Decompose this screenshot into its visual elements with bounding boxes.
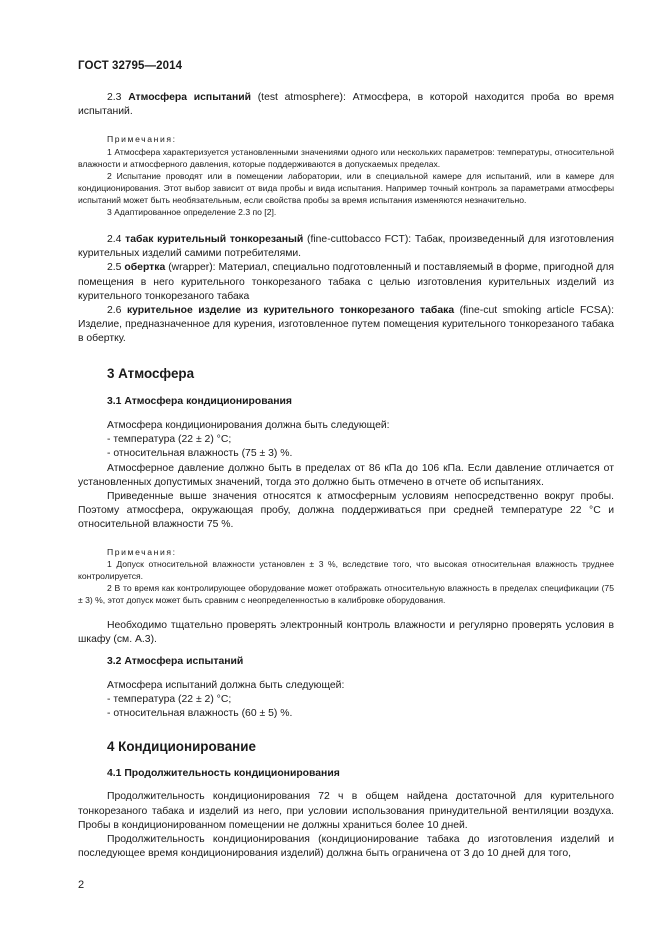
paragraph: Продолжительность кондиционирования 72 ч в общем найдена достаточной для курительного тонкорезаного табака и изделий из него, при условии использования принудительной вентиляции воздуха. Пробы в кондиционированном помещении не должны храниться более 10 дней. (78, 791, 614, 831)
definition-2-6 (78, 304, 614, 347)
definition-2-3 (78, 91, 614, 119)
page-number: 2 (78, 879, 85, 891)
subsection-3-2-title: 3.2 Атмосфера испытаний (107, 656, 244, 668)
term: Атмосфера испытаний (128, 92, 251, 103)
definition-text: (fine-cuttobacco FCT): Табак, произведенный для изготовления курительных изделий самими потребителями. (78, 234, 615, 260)
clause-number: 2.6 (107, 305, 122, 317)
paragraph: Необходимо тщательно проверять электронный контроль влажности и регулярно проверять условия в шкафу (см. А.3). (78, 619, 614, 646)
document-body (78, 91, 614, 861)
list-item: - температура (22 ± 2) °С; (107, 693, 232, 705)
list-item: - относительная влажность (60 ± 5) %. (107, 708, 293, 719)
clause-number: 2.3 (107, 92, 122, 103)
paragraph: Продолжительность кондиционирования (кондиционирование табака до изготовления изделий и последующее время кондиционирования изделий) должна быть ограничена от 3 до 10 дней для того, (78, 834, 614, 860)
clause-number: 2.5 (107, 262, 122, 274)
term: табак курительный тонкорезаный (125, 234, 304, 246)
paragraph: Приведенные выше значения относятся к атмосферным условиям непосредственно вокруг пробы. Поэтому атмосфера, окружающая пробу, должна поддерживаться при средней температуре 22 °С и относительной влажности 75 %. (78, 490, 614, 531)
note-1: 1 Атмосфера характеризуется установленными значениями одного или нескольких параметров: температуры, относительной влажности и атмосферного давления, которые поддерживаются в допускаемых пределах. (78, 146, 614, 169)
document-header: ГОСТ 32795—2014 (78, 60, 183, 72)
subsection-3-1-title: 3.1 Атмосфера кондиционирования (107, 395, 292, 407)
definition-2-4 (78, 233, 614, 261)
list-item: - температура (22 ± 2) °С; (107, 434, 232, 446)
term: обертка (124, 262, 166, 274)
notes-heading: Примечания: (107, 134, 177, 145)
term: курительное изделие из курительного тонкорезаного табака (126, 305, 455, 317)
note-1: 1 Допуск относительной влажности установлен ± 3 %, вследствие того, что высокая относительная влажность труднее контролируется. (78, 558, 614, 581)
notes-heading: Примечания: (107, 546, 177, 557)
definition-text: (test atmosphere): Атмосфера, в которой находится проба во время испытаний. (78, 92, 614, 118)
definition-2-5 (78, 261, 614, 304)
paragraph: Атмосферное давление должно быть в пределах от 86 кПа до 106 кПа. Если давление отличается от установленных допустимых значений, тогда это должно быть отмечено в отчете об испытаниях. (78, 462, 614, 488)
clause-number: 2.4 (107, 234, 122, 246)
note-3: 3 Адаптированное определение 2.3 по [2]. (107, 206, 277, 217)
note-2: 2 В то время как контролирующее оборудование может отображать относительную влажность в пределах спецификации (75 ± 3) %, этот допуск может быть сравним с неопределенностью в калибровке оборудования. (78, 582, 614, 605)
note-2: 2 Испытание проводят или в помещении лаборатории, или в специальной камере для испытаний, или в камере для кондиционирования. Этот выбор зависит от вида пробы и вида испытания. Например точный контроль за параметрами атмосферы испытаний может быть необязательным, если свойства пробы за время испытания изменяются незначительно. (78, 170, 614, 205)
definition-text: (wrapper): Материал, специально подготовленный и поставляемый в форме, пригодной для помещения в него курительного тонкорезаного табака с целью изготовления курительных изделий из курительного тонкорезаного табака (78, 262, 614, 302)
definition-text: (fine-cut smoking article FCSA): Изделие, предназначенное для курения, изготовленное путем помещения курительного тонкорезаного табака в обертку. (78, 305, 615, 345)
paragraph: Атмосфера кондиционирования должна быть следующей: (107, 419, 390, 431)
list-item: - относительная влажность (75 ± 3) %. (107, 448, 293, 460)
section-4-title: 4 Кондиционирование (107, 739, 256, 755)
paragraph: Атмосфера испытаний должна быть следующей: (107, 679, 345, 691)
section-3-title: 3 Атмосфера (107, 365, 195, 381)
subsection-4-1-title: 4.1 Продолжительность кондиционирования (107, 768, 340, 780)
